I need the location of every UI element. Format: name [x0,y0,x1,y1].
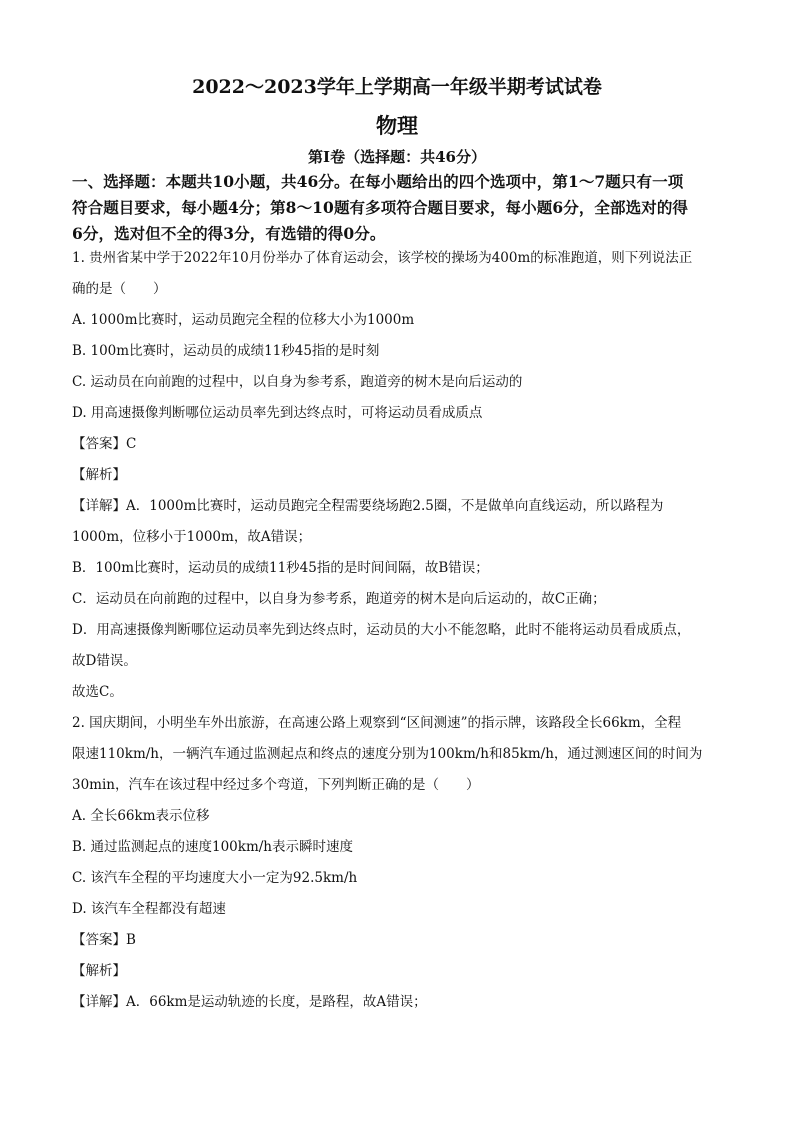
option-c: C. 运动员在向前跑的过程中，以自身为参考系，跑道旁的树木是向后运动的 [72,374,523,390]
option-a: A. 1000m比赛时，运动员跑完全程的位移大小为1000m [72,312,415,328]
option-d: D. 该汽车全程都没有超速 [72,901,226,917]
analysis-label: 【解析】 [72,963,126,979]
section-line: 符合题目要求，每小题4分；第8～10题有多项符合题目要求，每小题6分，全部选对的得 [72,198,689,217]
detail-line: 故D错误。 [72,653,137,669]
detail-line: 1000m，位移小于1000m，故A错误； [72,529,312,545]
section-instructions [72,169,732,247]
detail-line: 【详解】A．66km是运动轨迹的长度，是路程，故A错误； [72,994,427,1010]
option-d: D. 用高速摄像判断哪位运动员率先到达终点时，可将运动员看成质点 [72,405,483,421]
detail-line: B．100m比赛时，运动员的成绩11秒45指的是时间间隔，故B错误； [72,560,489,576]
option-b: B. 100m比赛时，运动员的成绩11秒45指的是时刻 [72,343,380,359]
question-stem-line: 2. 国庆期间，小明坐车外出旅游，在高速公路上观察到“区间测速”的指示牌，该路段全长66km，全程 [72,715,682,731]
question-stem-line: 确的是（ ） [72,281,167,297]
option-b: B. 通过监测起点的速度100km/h表示瞬时速度 [72,839,353,855]
answer-label: 【答案】B [72,932,136,948]
exam-title: 2022～2023学年上学期高一年级半期考试试卷 [192,76,602,98]
section-line: 6分，选对但不全的得3分，有选错的得0分。 [72,224,386,243]
detail-line: C．运动员在向前跑的过程中，以自身为参考系，跑道旁的树木是向后运动的，故C正确； [72,591,606,607]
question-stem-line: 限速110km/h，一辆汽车通过监测起点和终点的速度分别为100km/h和85km/h，通过测速区间的时间为 [72,746,703,762]
question-2 [72,708,732,1018]
questions-body [72,243,732,1018]
option-a: A. 全长66km表示位移 [72,808,210,824]
question-stem-line: 1. 贵州省某中学于2022年10月份举办了体育运动会，该学校的操场为400m的标准跑道，则下列说法正 [72,250,693,266]
option-c: C. 该汽车全程的平均速度大小一定为92.5km/h [72,870,358,886]
analysis-label: 【解析】 [72,467,126,483]
answer-label: 【答案】C [72,436,137,452]
detail-line: D．用高速摄像判断哪位运动员率先到达终点时，运动员的大小不能忽略，此时不能将运动员看成质点， [72,622,691,638]
question-1 [72,243,732,708]
detail-line: 故选C。 [72,684,123,700]
question-stem-line: 30min，汽车在该过程中经过多个弯道，下列判断正确的是（ ） [72,777,480,793]
detail-line: 【详解】A．1000m比赛时，运动员跑完全程需要绕场跑2.5圈，不是做单向直线运动，所以路程为 [72,498,664,514]
part-title: 第Ⅰ卷（选择题：共46分） [308,148,486,166]
section-line: 一、选择题：本题共10小题，共46分。在每小题给出的四个选项中，第1～7题只有一项 [72,172,684,191]
subject-title: 物理 [376,113,418,138]
